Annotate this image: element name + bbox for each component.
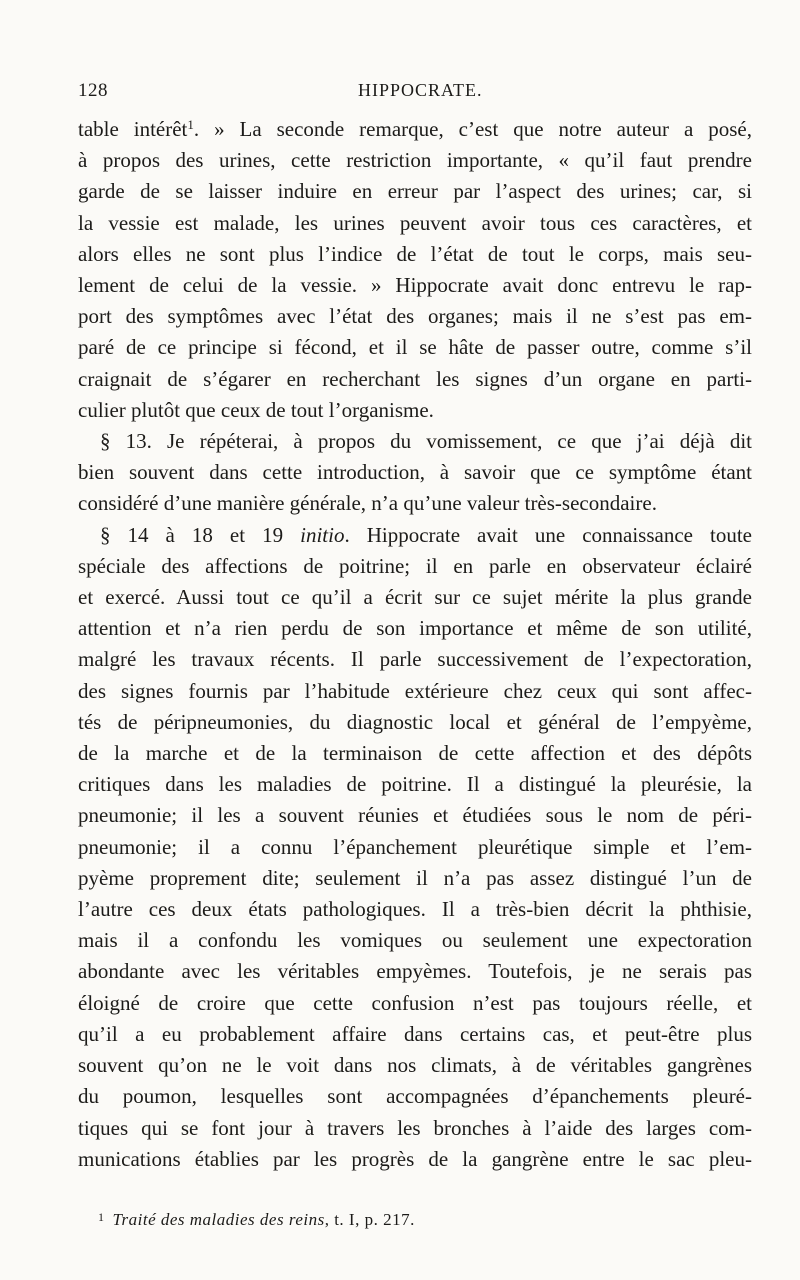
text-line: à propos des urines, cette restriction importante, « qu’il faut prendre [78,148,752,173]
text-line: alors elles ne sont plus l’indice de l’état de tout le corps, mais seu- [78,241,752,266]
text-line: garde de se laisser induire en erreur par l’aspect des urines; car, si [78,179,752,204]
footnote-reference: 1 [187,117,194,132]
text-line: mais il a confondu les vomiques ou seulement une expectoration [78,928,752,953]
text-line: critiques dans les maladies de poitrine. Il a distingué la pleurésie, la [78,772,752,797]
text-line: pneumonie; il a connu l’épanchement pleurétique simple et l’em- [78,834,752,859]
text-line: considéré d’une manière générale, n’a qu’une valeur très-secondaire. [78,491,657,516]
text-line-rest: . » La seconde remarque, c’est que notre auteur a posé, [193,117,752,141]
text-line: lement de celui de la vessie. » Hippocrate avait donc entrevu le rap- [78,273,752,298]
text-line-start: § 14 à 18 et 19 [100,522,301,547]
text-line: munications établies par les progrès de la gangrène entre le sac pleu- [78,1146,752,1171]
body-text [78,114,752,1175]
page-header [78,80,758,106]
text-line: qu’il a eu probablement affaire dans certains cas, et peut-être plus [78,1021,752,1046]
footnote [98,1210,415,1230]
text-line: spéciale des affections de poitrine; il en parle en observateur éclairé [78,553,752,578]
text-line-rest: . Hippocrate avait une connaissance toute [344,522,752,547]
text-line: bien souvent dans cette introduction, à savoir que ce symptôme étant [78,460,752,485]
text-line: paré de ce principe si fécond, et il se hâte de passer outre, comme s’il [78,335,752,360]
text-line: craignait de s’égarer en recherchant les signes d’un organe en parti- [78,366,752,391]
section-14-start [78,520,752,551]
running-title: HIPPOCRATE. [358,80,483,100]
text-line: malgré les travaux récents. Il parle successivement de l’expectoration, [78,647,752,672]
text-line: tiques qui se font jour à travers les bronches à l’aide des larges com- [78,1115,752,1140]
page-number: 128 [78,80,108,101]
italic-word: initio [300,522,345,547]
text-line: culier plutôt que ceux de tout l’organisme. [78,397,434,422]
footnote-mark: 1 [98,1210,105,1224]
text-line: tés de péripneumonies, du diagnostic local et général de l’empyème, [78,709,752,734]
text-line: la vessie est malade, les urines peuvent avoir tous ces caractères, et [78,210,752,235]
text-line: attention et n’a rien perdu de son importance et même de son utilité, [78,616,752,641]
text-line: abondante avec les véritables empyèmes. Toutefois, je ne serais pas [78,959,752,984]
text-line: de la marche et de la terminaison de cette affection et des dépôts [78,741,752,766]
text-line: port des symptômes avec l’état des organes; mais il ne s’est pas em- [78,304,752,329]
footnote-reference-text: , t. I, p. 217. [324,1210,415,1229]
text-line: pyème proprement dite; seulement il n’a pas assez distingué l’un de [78,865,752,890]
text-line: du poumon, lesquelles sont accompagnées d’épanchements pleuré- [78,1084,752,1109]
text-line [78,114,752,145]
section-13-start: § 13. Je répéterai, à propos du vomissement, ce que j’ai déjà dit [100,429,752,454]
text-line: l’autre ces deux états pathologiques. Il a très-bien décrit la phthisie, [78,897,752,922]
text-line: éloigné de croire que cette confusion n’est pas toujours réelle, et [78,990,752,1015]
text-line: souvent qu’on ne le voit dans nos climats, à de véritables gangrènes [78,1053,752,1078]
text-line: et exercé. Aussi tout ce qu’il a écrit sur ce sujet mérite la plus grande [78,585,752,610]
text-line: des signes fournis par l’habitude extérieure chez ceux qui sont affec- [78,678,752,703]
text-line-start: table intérêt [78,117,188,141]
text-line: pneumonie; il les a souvent réunies et étudiées sous le nom de péri- [78,803,752,828]
footnote-title: Traité des maladies des reins [112,1210,325,1229]
